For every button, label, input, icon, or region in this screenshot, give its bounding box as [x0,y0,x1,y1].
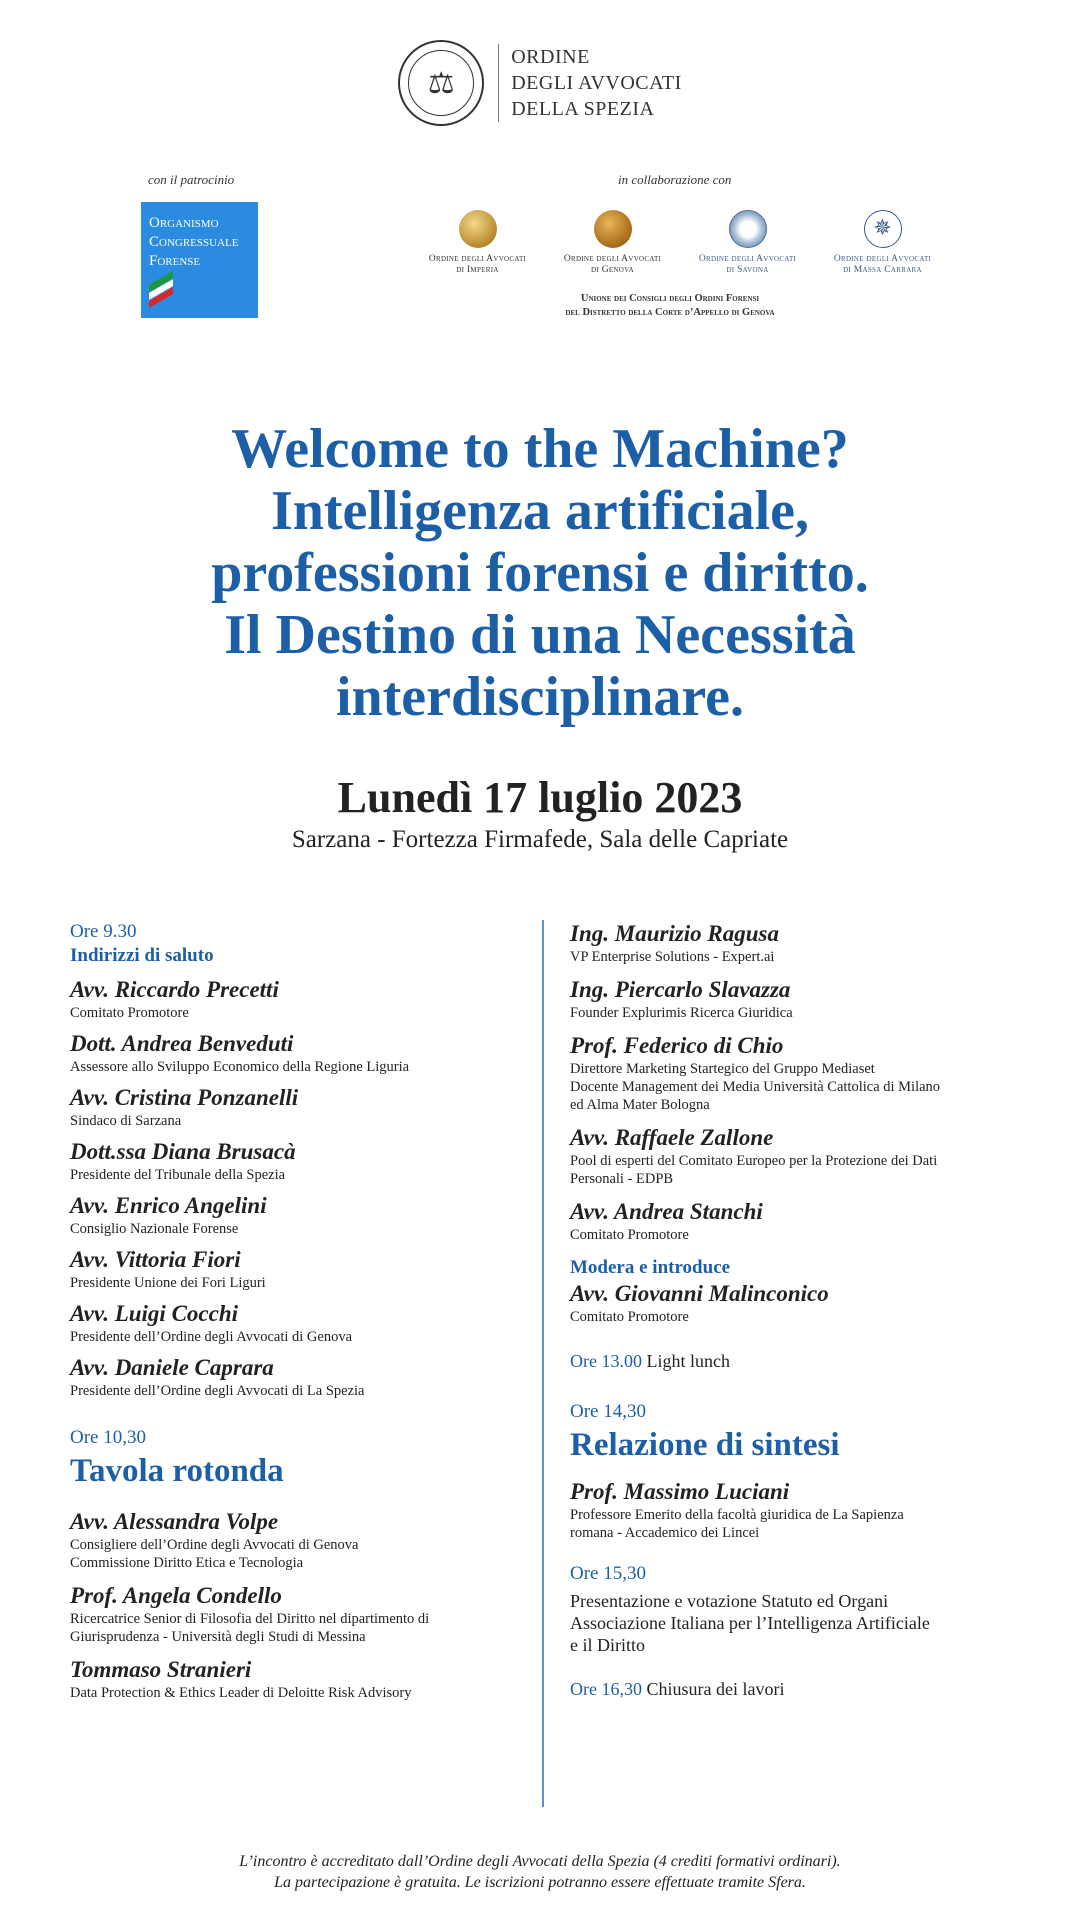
ocf-logo-line: Organismo [149,215,219,231]
speaker-name: Ing. Piercarlo Slavazza [570,977,791,1002]
speaker-name: Avv. Raffaele Zallone [570,1125,774,1150]
speaker-entry [570,1032,1030,1114]
ocf-logo-line: Congressuale [149,234,239,250]
speaker-entry [70,1246,525,1292]
order-imperia [410,210,545,276]
moderator-name: Avv. Giovanni Malinconico [570,1281,829,1306]
synthesis-heading: Relazione di sintesi [570,1427,840,1463]
column-divider [542,920,544,1807]
savona-seal-icon [729,210,767,248]
collaboration-label: in collaborazione con [618,172,732,187]
lunch-line [570,1350,1030,1372]
moderator-heading: Modera e introduce [570,1257,731,1278]
speaker-name: Ing. Maurizio Ragusa [570,921,779,946]
panelist-role: Commissione Diritto Etica e Tecnologia [70,1555,304,1571]
presentation-text [570,1590,1030,1656]
greetings-heading: Indirizzi di saluto [70,945,214,966]
collaborating-orders [410,210,950,276]
speaker-role: Presidente Unione dei Fori Liguri [70,1275,266,1291]
title-line: Intelligenza artificiale, [270,480,810,542]
speaker-name: Avv. Andrea Stanchi [570,1199,763,1224]
time-label: Ore 13.00 [570,1351,642,1371]
ocf-logo [141,202,258,318]
order-city: di Genova [591,265,634,275]
title-line: Il Destino di una Necessità [224,604,856,666]
speaker-entry [70,1084,525,1130]
org-name-line: ORDINE [511,46,590,68]
speaker-entry [570,976,1030,1022]
order-name: Ordine degli Avvocati [698,254,797,264]
italian-flag-icon [149,276,173,306]
speaker-entry [70,1192,525,1238]
speaker-role: Comitato Promotore [570,1227,689,1243]
imperia-medal-icon [459,210,497,248]
speaker-name: Avv. Luigi Cocchi [70,1301,239,1326]
presentation-line: e il Diritto [570,1635,645,1655]
panelist-role: Ricercatrice Senior di Filosofia del Diritto nel dipartimento di [70,1611,430,1627]
moderator-role: Comitato Promotore [570,1309,689,1325]
speaker-entry [570,1198,1030,1244]
panelist-name: Prof. Angela Condello [70,1583,282,1608]
speaker-entry [570,1478,1030,1542]
order-massa-carrara [815,210,950,276]
speaker-name: Avv. Daniele Caprara [70,1355,274,1380]
ocf-logo-line: Forense [149,253,201,269]
speaker-role: Personali - EDPB [570,1171,674,1187]
title-line: interdisciplinare. [335,666,745,728]
panelist-role: Giurisprudenza - Università degli Studi di Messina [70,1629,366,1645]
speaker-name: Avv. Vittoria Fiori [70,1247,241,1272]
footer-note [0,1851,1080,1893]
footer-line: La partecipazione è gratuita. Le iscrizioni potranno essere effettuate tramite Sfera. [274,1874,806,1891]
footer-line: L’incontro è accreditato dall’Ordine degli Avvocati della Spezia (4 crediti formativi ordinari). [239,1853,841,1870]
panelist-role: Consigliere dell’Ordine degli Avvocati di Genova [70,1537,359,1553]
genova-medal-icon [594,210,632,248]
panelist-entry [70,1508,525,1572]
bar-seal-icon [398,40,484,126]
speaker-role: VP Enterprise Solutions - Expert.ai [570,949,775,965]
lunch-text: Light lunch [646,1351,730,1371]
presentation-line: Presentazione e votazione Statuto ed Organi [570,1591,889,1611]
event-title [0,418,1080,728]
speaker-entry [70,976,525,1022]
speaker-entry [570,1124,1030,1188]
speaker-name: Avv. Enrico Angelini [70,1193,267,1218]
speaker-role: Docente Management dei Media Università Cattolica di Milano [570,1079,941,1095]
speaker-entry [70,1354,525,1400]
title-line: Welcome to the Machine? [231,418,849,480]
speaker-role: Presidente del Tribunale della Spezia [70,1167,286,1183]
order-name: Ordine degli Avvocati [833,254,932,264]
union-line: Unione dei Consigli degli Ordini Forensi [580,293,760,304]
panelist-entry [70,1582,525,1646]
patronage-label: con il patrocinio [148,172,235,187]
speaker-name: Prof. Massimo Luciani [570,1479,790,1504]
speaker-role: Comitato Promotore [70,1005,189,1021]
speaker-role: Presidente dell’Ordine degli Avvocati di Genova [70,1329,352,1345]
panelist-role: Data Protection & Ethics Leader di Deloitte Risk Advisory [70,1685,412,1701]
speaker-entry [70,1300,525,1346]
order-savona [680,210,815,276]
event-date: Lunedì 17 luglio 2023 [337,773,743,822]
time-label: Ore 15,30 [570,1563,646,1584]
panelist-name: Tommaso Stranieri [70,1657,252,1682]
order-city: di Massa Carrara [843,265,922,275]
header [0,40,1080,126]
closing-text: Chiusura dei lavori [646,1679,785,1699]
time-label: Ore 16,30 [570,1679,642,1699]
org-name-line: DELLA SPEZIA [511,98,655,120]
time-label: Ore 9.30 [70,921,137,942]
speaker-entry [570,920,1030,966]
speaker-role: Sindaco di Sarzana [70,1113,182,1129]
scales-of-justice-icon: ⚖ [427,65,455,101]
order-city: di Imperia [456,265,499,275]
org-name [498,44,682,122]
panelist-entry [70,1656,525,1702]
speaker-name: Avv. Riccardo Precetti [70,977,279,1002]
order-name: Ordine degli Avvocati [563,254,662,264]
title-line: professioni forensi e diritto. [211,542,869,604]
union-name [500,292,840,320]
speaker-role: Assessore allo Sviluppo Economico della Regione Liguria [70,1059,410,1075]
speaker-role: Pool di esperti del Comitato Europeo per la Protezione dei Dati [570,1153,938,1169]
speaker-role: Presidente dell’Ordine degli Avvocati di La Spezia [70,1383,365,1399]
speaker-name: Dott. Andrea Benveduti [70,1031,294,1056]
speaker-name: Prof. Federico di Chio [570,1033,784,1058]
speaker-role: ed Alma Mater Bologna [570,1097,710,1113]
union-line: del Distretto della Corte d’Appello di Genova [565,307,775,318]
speaker-role: Consiglio Nazionale Forense [70,1221,239,1237]
order-city: di Savona [726,265,769,275]
program-right-column [570,920,1030,1700]
speaker-name: Dott.ssa Diana Brusacà [70,1139,296,1164]
time-label: Ore 10,30 [70,1427,146,1448]
speaker-role: romana - Accademico dei Lincei [570,1525,760,1541]
org-name-line: DEGLI AVVOCATI [511,72,682,94]
program-left-column [70,920,525,1702]
speaker-role: Direttore Marketing Startegico del Gruppo Mediaset [570,1061,875,1077]
event-place: Sarzana - Fortezza Firmafede, Sala delle Capriate [291,826,789,853]
speaker-name: Avv. Cristina Ponzanelli [70,1085,299,1110]
time-label: Ore 14,30 [570,1401,646,1422]
speaker-entry [70,1138,525,1184]
panelist-name: Avv. Alessandra Volpe [70,1509,279,1534]
round-table-heading: Tavola rotonda [70,1453,284,1489]
speaker-role: Founder Explurimis Ricerca Giuridica [570,1005,793,1021]
speaker-entry [70,1030,525,1076]
order-genova [545,210,680,276]
presentation-line: Associazione Italiana per l’Intelligenza Artificiale [570,1613,930,1633]
speaker-role: Professore Emerito della facoltà giuridica de La Sapienza [570,1507,904,1523]
closing-line [570,1678,1030,1700]
order-name: Ordine degli Avvocati [428,254,527,264]
compass-star-icon: ✵ [864,210,902,248]
